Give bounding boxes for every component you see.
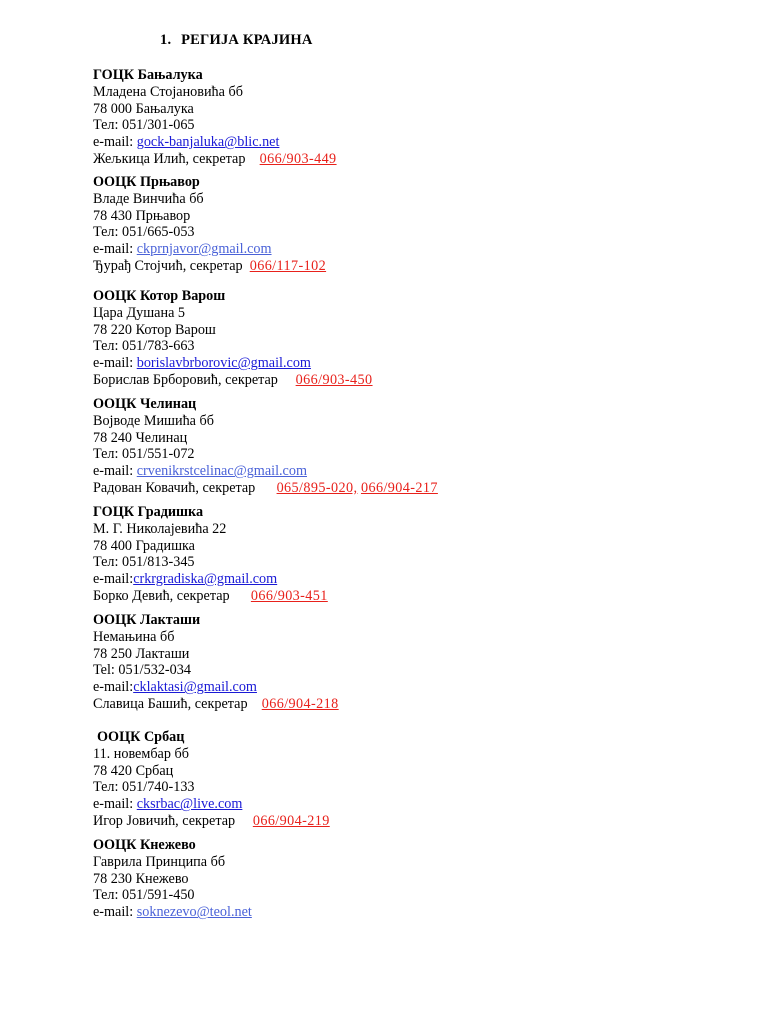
office-email-line (93, 904, 252, 921)
office-entry (93, 67, 337, 168)
office-phone: Тел: 051/301-065 (93, 117, 195, 134)
office-name: ООЦК Котор Варош (93, 288, 226, 304)
office-email-line (93, 796, 330, 813)
office-entry (93, 174, 326, 275)
email-label: e-mail: (93, 571, 134, 588)
office-contact-line (93, 258, 326, 275)
office-entry (93, 837, 252, 921)
mobile-phone-link[interactable]: 065/895-020, (276, 479, 358, 496)
office-email-line (93, 355, 373, 372)
email-label: e-mail: (93, 796, 137, 813)
office-city: 78 400 Градишка (93, 537, 195, 554)
office-name: ООЦК Прњавор (93, 174, 200, 190)
office-phone: Тел: 051/665-053 (93, 224, 195, 241)
office-name: ООЦК Кнежево (93, 837, 196, 853)
office-phone: Тел: 051/591-450 (93, 887, 195, 904)
office-city: 78 000 Бањалука (93, 100, 194, 117)
mobile-phone-link[interactable]: 066/903-449 (259, 150, 337, 167)
email-link[interactable]: cklaktasi@gmail.com (133, 679, 257, 696)
office-entry (93, 396, 438, 497)
mobile-phone-link-2[interactable]: 066/904-217 (360, 479, 438, 496)
office-street: Цара Душана 5 (93, 304, 186, 321)
office-street: М. Г. Николајевића 22 (93, 520, 227, 537)
contact-person: Ђурађ Стојчић, секретар (93, 257, 243, 274)
office-city: 78 240 Челинац (93, 429, 188, 446)
office-contact-line (93, 372, 373, 389)
office-entry (93, 504, 328, 605)
email-link[interactable]: soknezevo@teol.net (136, 904, 252, 921)
office-name: ООЦК Челинац (93, 396, 197, 412)
contact-person: Игор Јовичић, секретар (93, 812, 236, 829)
office-phone: Тел: 051/783-663 (93, 338, 195, 355)
contact-person: Радован Ковачић, секретар (93, 479, 256, 496)
office-email-line (93, 571, 328, 588)
email-label: e-mail: (93, 679, 134, 696)
office-email-line (93, 134, 337, 151)
office-city: 78 220 Котор Варош (93, 321, 216, 338)
office-name: ООЦК Лакташи (93, 612, 201, 628)
mobile-phone-link[interactable]: 066/904-219 (252, 812, 330, 829)
email-label: e-mail: (93, 904, 137, 921)
mobile-phone-link[interactable]: 066/903-450 (295, 371, 373, 388)
section-number: 1. (160, 32, 172, 48)
office-entry (93, 729, 330, 830)
email-link[interactable]: borislavbrborovic@gmail.com (136, 355, 311, 372)
office-name: ГОЦК Бањалука (93, 67, 203, 83)
office-name: ГОЦК Градишка (93, 504, 204, 520)
office-street: Младена Стојановића бб (93, 83, 243, 100)
email-link[interactable]: crvenikrstcelinac@gmail.com (136, 463, 307, 480)
office-street: Војводе Мишића бб (93, 412, 214, 429)
office-street: 11. новембар бб (93, 745, 189, 762)
section-heading (160, 32, 313, 49)
office-contact-line (93, 588, 328, 605)
email-label: e-mail: (93, 134, 137, 151)
contact-person: Борислав Брборовић, секретар (93, 371, 278, 388)
email-link[interactable]: ckprnjavor@gmail.com (136, 241, 272, 258)
email-label: e-mail: (93, 355, 137, 372)
office-phone: Tel: 051/532-034 (93, 662, 191, 679)
office-contact-line (93, 696, 339, 713)
office-entry (93, 612, 339, 713)
email-link[interactable]: cksrbac@live.com (136, 796, 243, 813)
office-city: 78 430 Прњавор (93, 207, 191, 224)
contact-person: Борко Девић, секретар (93, 587, 230, 604)
section-title: РЕГИЈА КРАЈИНА (181, 32, 313, 48)
office-contact-line (93, 813, 330, 830)
mobile-phone-link[interactable]: 066/903-451 (250, 587, 328, 604)
office-street: Немањина бб (93, 628, 175, 645)
email-label: e-mail: (93, 241, 137, 258)
office-entry (93, 288, 373, 389)
office-city: 78 420 Србац (93, 762, 174, 779)
office-city: 78 230 Кнежево (93, 870, 189, 887)
office-email-line (93, 463, 438, 480)
email-label: e-mail: (93, 463, 137, 480)
office-contact-line (93, 480, 438, 497)
mobile-phone-link[interactable]: 066/904-218 (261, 695, 339, 712)
office-email-line (93, 679, 339, 696)
mobile-phone-link[interactable]: 066/117-102 (249, 257, 327, 274)
office-name: ООЦК Србац (97, 729, 185, 745)
office-street: Гаврила Принципа бб (93, 853, 226, 870)
office-phone: Тел: 051/813-345 (93, 554, 195, 571)
contact-person: Славица Башић, секретар (93, 695, 248, 712)
office-city: 78 250 Лакташи (93, 645, 190, 662)
office-contact-line (93, 151, 337, 168)
office-street: Владе Винчића бб (93, 190, 204, 207)
office-email-line (93, 241, 326, 258)
contact-person: Жељкица Илић, секретар (93, 150, 246, 167)
email-link[interactable]: crkrgradiska@gmail.com (133, 571, 278, 588)
office-phone: Тел: 051/740-133 (93, 779, 195, 796)
office-phone: Тел: 051/551-072 (93, 446, 195, 463)
email-link[interactable]: gock-banjaluka@blic.net (136, 134, 280, 151)
